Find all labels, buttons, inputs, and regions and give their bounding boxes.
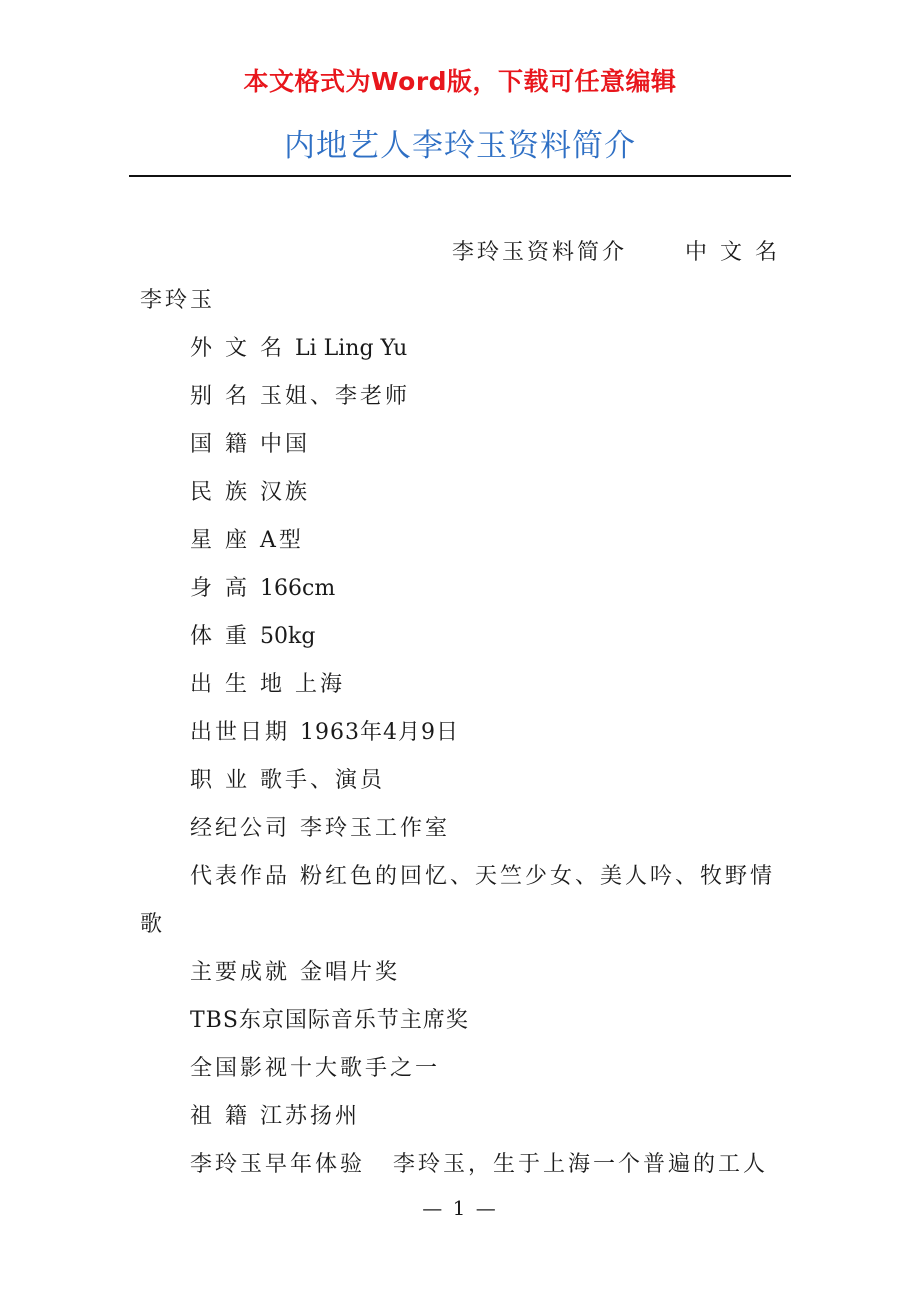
document-title: 内地艺人李玲玉资料简介 (284, 128, 636, 164)
profile-label: 别 名 (190, 384, 250, 409)
profile-label: 出世日期 (190, 720, 291, 745)
profile-label: 祖 籍 (190, 1104, 250, 1129)
chinese-name-value: 李玲玉 (140, 288, 216, 313)
profile-label: 经纪公司 (190, 816, 291, 841)
profile-row-achievements (190, 958, 400, 988)
profile-label: 民 族 (190, 480, 250, 505)
profile-row-sign (190, 526, 304, 556)
profile-row-weight (190, 622, 315, 652)
title-divider (129, 175, 791, 177)
profile-row-nationality (190, 430, 310, 460)
profile-row-birthplace (190, 670, 345, 700)
early-life-paragraph (190, 1150, 768, 1180)
achievement-extra-line: 全国影视十大歌手之一 (190, 1056, 441, 1081)
profile-value: 玉姐、李老师 (260, 384, 411, 409)
format-notice-banner: 本文格式为Word版，下载可任意编辑 (243, 67, 677, 96)
profile-row-agency (190, 814, 450, 844)
profile-label: 体 重 (190, 624, 250, 649)
profile-value: 上海 (295, 672, 346, 697)
profile-value: 汉族 (260, 480, 311, 505)
profile-label: 身 高 (190, 576, 250, 601)
profile-label: 国 籍 (190, 432, 250, 457)
profile-label: 外 文 名 (190, 336, 285, 361)
profile-row-works-continuation: 歌 (140, 912, 166, 937)
profile-row-height (190, 574, 335, 604)
profile-label: 代表作品 (190, 864, 291, 889)
profile-row-ancestral-home (190, 1102, 360, 1132)
page-number: — 1 — (422, 1196, 498, 1220)
profile-value: 粉红色的回忆、天竺少女、美人吟、牧野情 (300, 864, 776, 889)
profile-value: 江苏扬州 (260, 1104, 361, 1129)
profile-value: Li Ling Yu (295, 336, 408, 361)
profile-value: 1963年4月9日 (300, 720, 459, 745)
profile-value: 166cm (260, 576, 336, 601)
achievement-extra-line: TBS东京国际音乐节主席奖 (190, 1008, 469, 1033)
profile-label: 出 生 地 (190, 672, 285, 697)
profile-label: 星 座 (190, 528, 250, 553)
profile-row-foreign-name (190, 334, 407, 364)
profile-row-occupation (190, 766, 385, 796)
intro-line (452, 238, 780, 268)
profile-value: 中国 (260, 432, 311, 457)
profile-row-works (190, 862, 775, 892)
profile-row-birthdate (190, 718, 459, 748)
paragraph-text: 李玲玉，生于上海一个普遍的工人 (393, 1152, 769, 1177)
profile-value: 李玲玉工作室 (300, 816, 451, 841)
profile-value: 金唱片奖 (300, 960, 401, 985)
profile-row-alias (190, 382, 410, 412)
section-heading: 李玲玉早年体验 (190, 1152, 366, 1177)
profile-label: 主要成就 (190, 960, 291, 985)
profile-row-ethnicity (190, 478, 310, 508)
chinese-name-label: 中 文 名 (685, 240, 780, 265)
profile-value: A型 (260, 528, 304, 553)
profile-value: 歌手、演员 (260, 768, 386, 793)
profile-value: 50kg (260, 624, 316, 649)
intro-heading: 李玲玉资料简介 (451, 240, 627, 265)
profile-label: 职 业 (190, 768, 250, 793)
